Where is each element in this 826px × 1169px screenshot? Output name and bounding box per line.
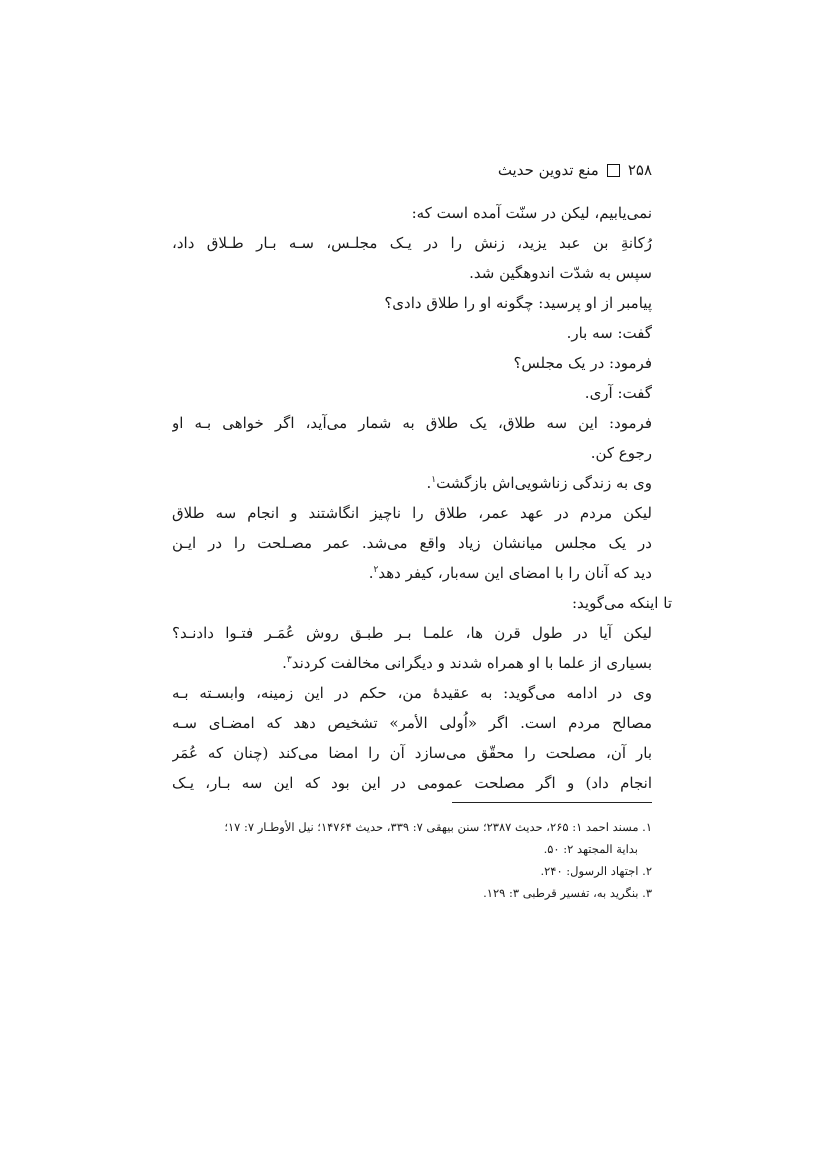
text-line: سپس به شدّت اندوهگین شد. [469,264,652,282]
square-icon [607,164,620,177]
footnote-ref-2: ۲ [373,565,379,575]
text-line: گفت: سه بار. [566,324,652,342]
footnote-item-continuation: بدایة المجتهد ۲: ۵۰. [543,842,638,856]
text-line: در یک مجلس میانشان زیاد واقع می‌شد. عمر مصـلحت را در ایـن [172,534,652,552]
footnote-item: ۲. اجتهاد الرسول: ۲۴۰. [540,864,652,878]
running-head [498,158,652,182]
footnote-ref-1: ۱ [431,475,437,485]
text-line: لیکن آیا در طول قرن ها، علمـا بـر طبـق روش عُمَـر فتـوا دادنـد؟ [172,624,652,642]
text-line: لیکن مردم در عهد عمر، طلاق را ناچیز انگاشتند و انجام سه طلاق [172,504,652,522]
text-line: انجام داد) و اگر مصلحت عمومی در این بود که این سه بـار، یـک [172,774,652,792]
text-line: مصالح مردم است. اگر «اُولی الأمر» تشخیص دهد که امضـای سـه [172,714,652,732]
text-line: فرمود: در یک مجلس؟ [513,354,652,372]
text-line: پیامبر از او پرسید: چگونه او را طلاق دادی؟ [384,294,652,312]
text-line: فرمود: این سه طلاق، یک طلاق به شمار می‌آید، اگر خواهی بـه او [172,414,652,432]
text-line: وی در ادامه می‌گوید: به عقیدهٔ من، حکم در این زمینه، وابسـته بـه [172,684,652,702]
text-line: بار آن، مصلحت را محقّق می‌سازد آن را امضا می‌کند (چنان که عُمَر [172,744,652,762]
text-line: دید که آنان را با امضای این سه‌بار، کیفر دهد [378,564,652,582]
text-line-with-footnote: دید که آنان را با امضای این سه‌بار، کیفر دهد$^۲$. [368,564,652,582]
text-line: گفت: آری. [584,384,652,402]
body-text [172,198,672,798]
text-line: تا اینکه می‌گوید: [571,594,672,612]
text-line: رُکانةِ بن عبد یزید، زنش را در یـک مجلـس، سـه بـار طـلاق داد، [172,234,652,252]
text-line: وی به زندگی زناشویی‌اش بازگشت [436,474,652,492]
footnote-ref-3: ۳ [286,655,292,665]
text-line: نمی‌یابیم، لیکن در سنّت آمده است که: [411,204,652,222]
footnotes [152,816,652,904]
footnote-item: ۱. مسند احمد ۱: ۲۶۵، حدیث ۲۳۸۷؛ سنن بیهقی ۷: ۳۳۹، حدیث ۱۴۷۶۴؛ نیل الأوطـار ۷: ۱۷؛ [224,820,652,834]
book-title: منع تدوین حدیث [497,161,599,179]
footnote-item: ۳. بنگرید به، تفسیر قرطبی ۳: ۱۲۹. [483,886,652,900]
text-line: رجوع کن. [590,444,652,462]
footnote-divider [452,802,652,803]
text-line: بسیاری از علما با او همراه شدند و دیگرانی مخالفت کردند [291,654,652,672]
text-line-with-footnote: بسیاری از علما با او همراه شدند و دیگرانی مخالفت کردند$^۳$. [282,654,652,672]
page-number: ۲۵۸ [627,161,652,179]
text-line-with-footnote: وی به زندگی زناشویی‌اش بازگشت$^۱$. [426,474,652,492]
